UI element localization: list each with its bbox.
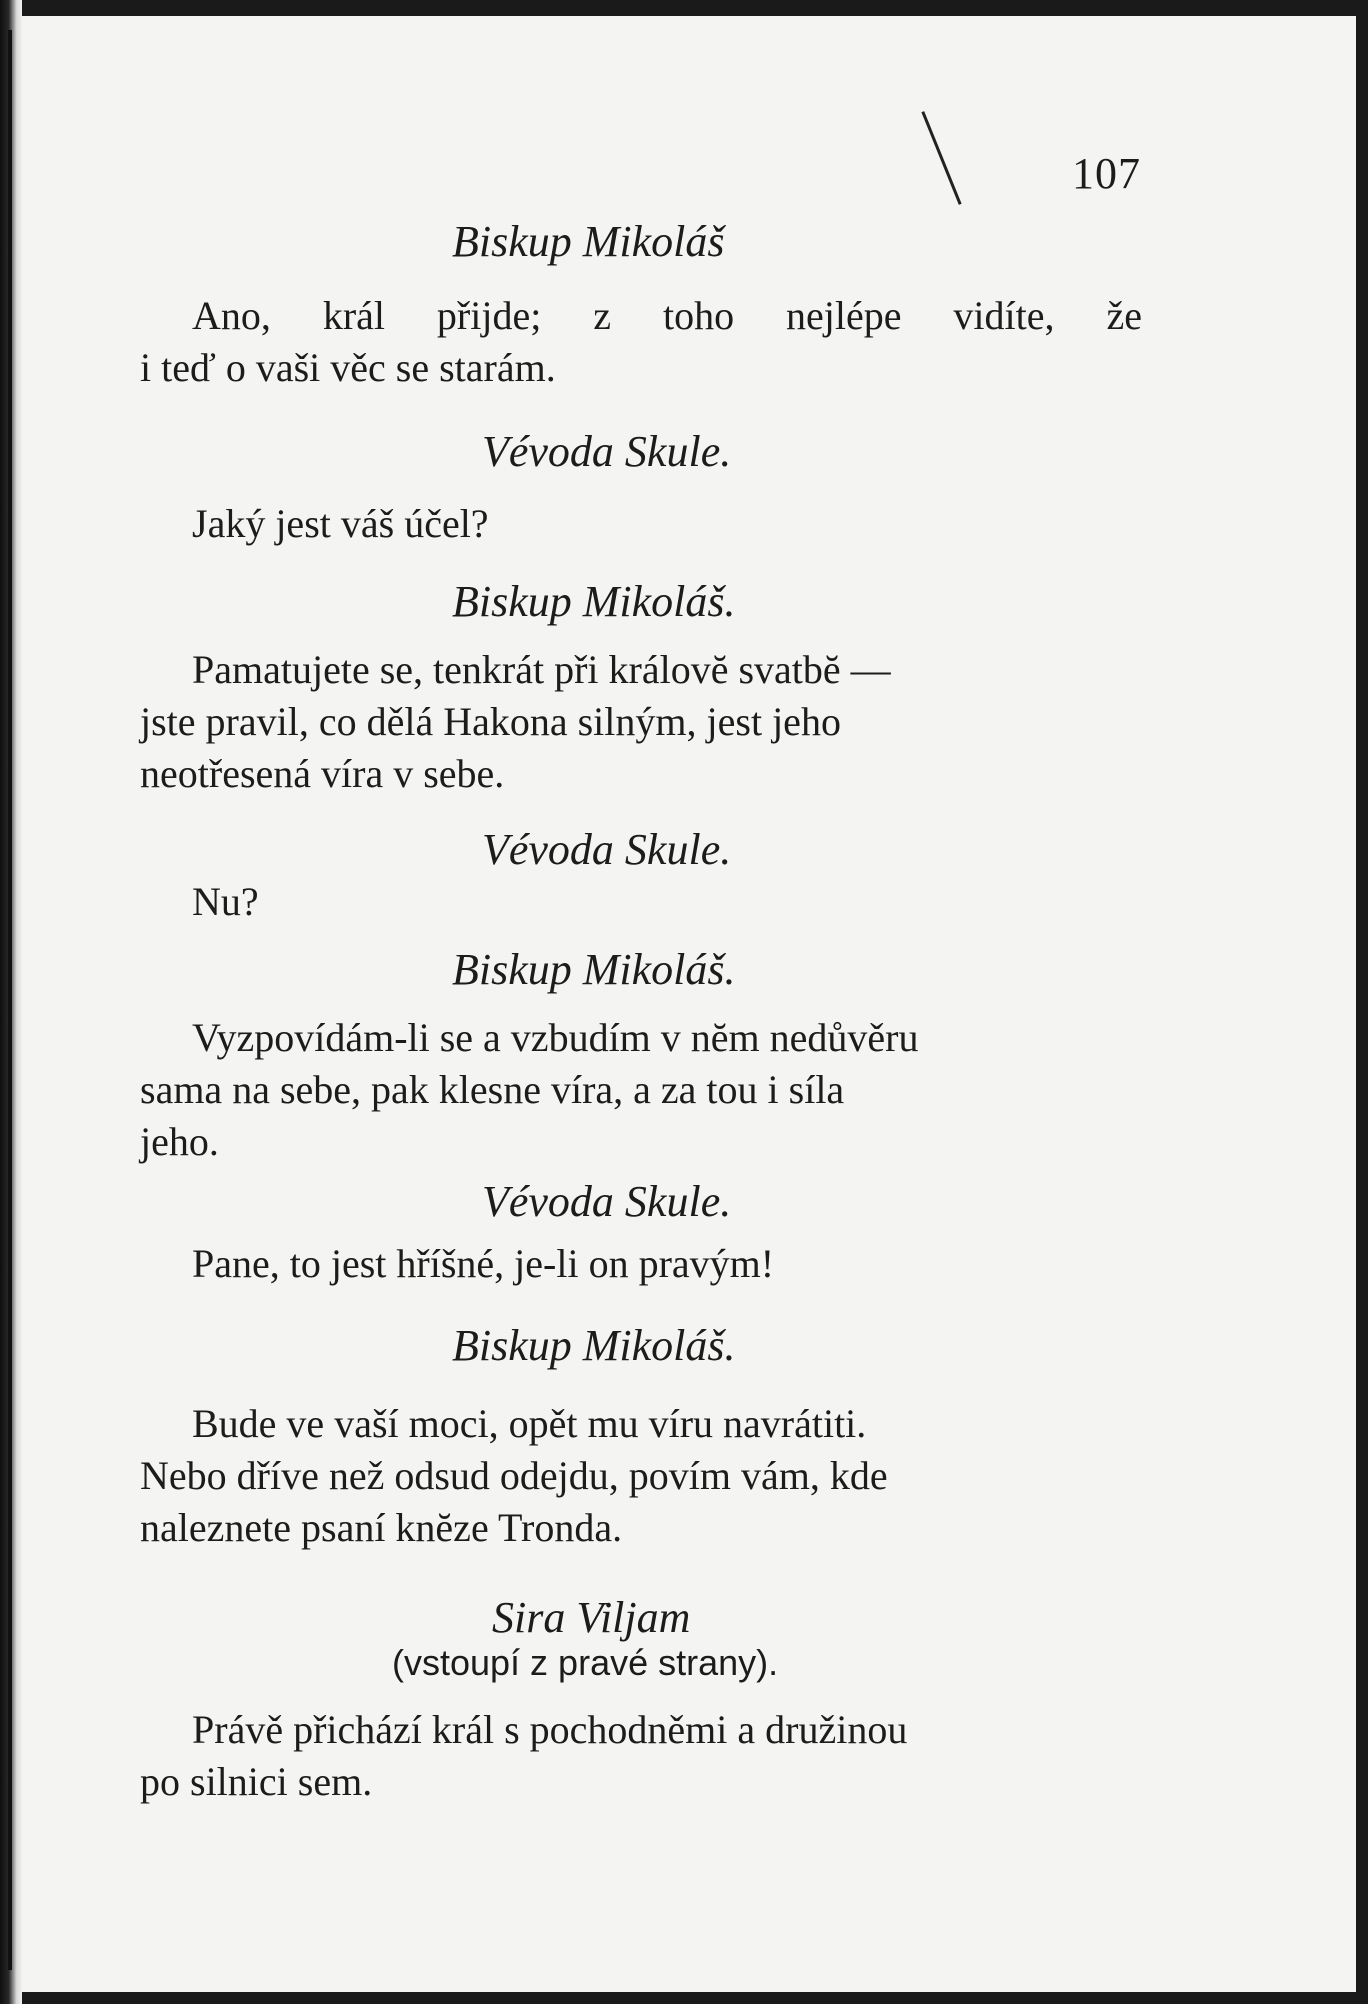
dialogue-line: Nu? [192, 879, 259, 924]
stage-direction: (vstoupí z pravé strany). [392, 1642, 779, 1683]
word: že [1106, 293, 1142, 338]
word: král [322, 293, 385, 338]
dialogue-line: i teď o vaši věc se starám. [140, 345, 556, 390]
dialogue-line: sama na sebe, pak klesne víra, a za tou i síla [140, 1067, 845, 1112]
dialogue-line: Bude ve vaší moci, opět mu víru navrátiti. [192, 1401, 867, 1446]
dialogue-line: jste pravil, co dělá Hakona silným, jest jeho [140, 699, 841, 744]
speaker-name: Vévoda Skule. [482, 427, 732, 476]
dialogue-line: naleznete psaní knĕze Tronda. [140, 1505, 623, 1550]
word: vidíte, [953, 293, 1055, 338]
dialogue-line: Jaký jest váš účel? [192, 501, 489, 546]
dialogue-line: Pane, to jest hříšné, je-li on pravým! [192, 1241, 775, 1286]
speaker-name: Sira Viljam [492, 1593, 691, 1642]
speaker-name: Biskup Mikoláš. [452, 945, 736, 994]
word: přijde; [436, 293, 542, 338]
speaker-name: Biskup Mikoláš [452, 217, 725, 266]
page-number: 107 [1072, 149, 1141, 198]
speaker-name: Biskup Mikoláš. [452, 1321, 736, 1370]
speaker-name: Vévoda Skule. [482, 1177, 732, 1226]
dialogue-line: Právě přichází král s pochodněmi a družinou [192, 1707, 908, 1752]
dialogue-line: Pamatujete se, tenkrát při královĕ svatbĕ — [192, 647, 891, 692]
dialogue-line: Vyzpovídám-li se a vzbudím v nĕm nedůvěru [192, 1015, 919, 1060]
dialogue-line [192, 290, 1142, 342]
dialogue-line: po silnici sem. [140, 1759, 373, 1804]
dialogue-line: neotřesená víra v sebe. [140, 751, 505, 796]
dialogue-line: Nebo dříve než odsud odejdu, povím vám, kde [140, 1453, 888, 1498]
word: toho [662, 293, 735, 338]
pen-mark [921, 111, 961, 205]
speaker-name: Vévoda Skule. [482, 825, 732, 874]
word: Ano, [192, 293, 271, 338]
word: nejlépe [786, 293, 902, 338]
word: z [593, 293, 612, 338]
speaker-name: Biskup Mikoláš. [452, 577, 736, 626]
dialogue-line: jeho. [140, 1119, 219, 1164]
book-page [22, 16, 1356, 1992]
binding-line [8, 30, 12, 1970]
